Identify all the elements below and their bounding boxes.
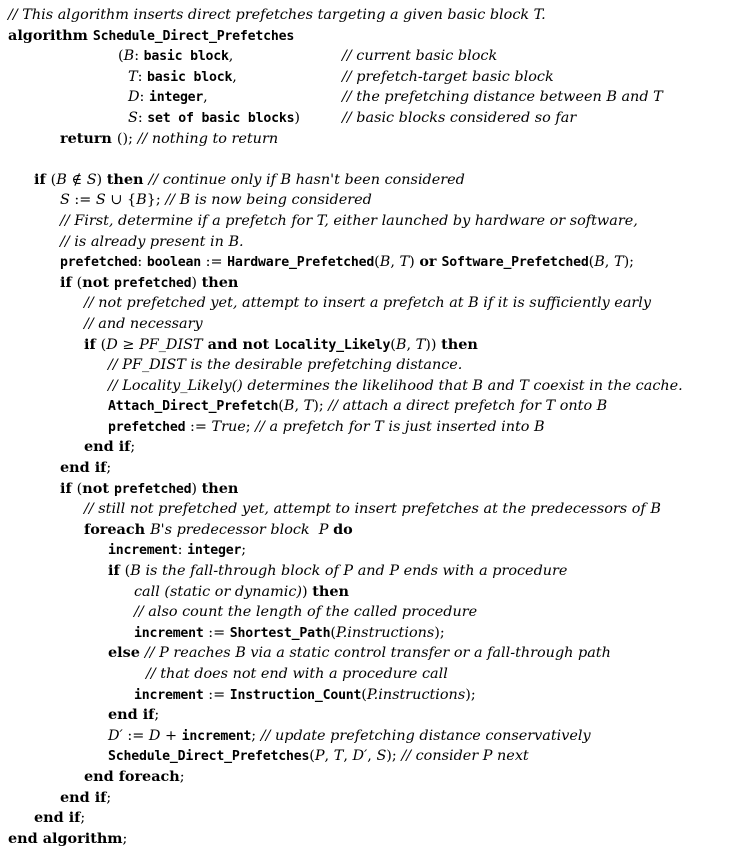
code-line — [0, 252, 747, 273]
code-text: : — [177, 542, 188, 559]
variable: D′ — [108, 727, 123, 744]
code-line — [0, 67, 747, 88]
variable: B — [395, 336, 407, 353]
variable: B — [123, 48, 135, 65]
code-text: ( — [309, 748, 315, 765]
param-comment: // basic blocks considered so far — [342, 109, 577, 126]
identifier: set of basic blocks — [147, 110, 295, 126]
variable: P.instructions — [366, 686, 466, 703]
code-text: , — [228, 48, 234, 65]
code-text: ; — [179, 768, 185, 785]
identifier: Locality_Likely — [274, 337, 391, 353]
code-line — [0, 664, 747, 685]
keyword: if — [108, 562, 125, 580]
code-line — [0, 273, 747, 294]
comment-text: // P reaches B via a static control transfer or a fall-through path — [144, 645, 611, 662]
comment-text: // attach a direct prefetch for T onto B — [328, 398, 608, 415]
code-text: ( — [390, 336, 396, 353]
variable: B — [283, 398, 295, 415]
code-text: , — [343, 748, 353, 765]
code-text: ) — [96, 171, 107, 188]
code-text: , — [324, 748, 334, 765]
code-text: ); — [465, 686, 476, 703]
comment-text: // PF_DIST is the desirable prefetching distance. — [108, 357, 463, 374]
code-text: ; — [106, 460, 112, 477]
code-text: , — [390, 254, 400, 271]
code-text: , — [406, 336, 416, 353]
variable: T — [415, 336, 426, 353]
code-text: ( — [76, 480, 83, 497]
keyword: end if — [60, 459, 107, 477]
variable: T — [303, 398, 314, 415]
code-line — [0, 499, 747, 520]
code-text: ∉ — [66, 171, 87, 188]
keyword: and not — [202, 335, 275, 353]
comment-text: // This algorithm inserts direct prefetches targeting a given basic block T. — [8, 7, 546, 23]
comment-text: // B is now being considered — [165, 192, 372, 209]
keyword: if — [60, 273, 77, 291]
variable: D′ — [352, 748, 368, 765]
code-text: ) — [294, 109, 300, 126]
comment-text: // also count the length of the called procedure — [134, 604, 478, 621]
code-line — [0, 232, 747, 253]
identifier: boolean — [146, 255, 202, 271]
variable: D — [128, 89, 140, 106]
code-text: := — [201, 254, 228, 271]
variable: D — [106, 336, 118, 353]
variable: S — [95, 192, 106, 209]
code-line — [0, 623, 747, 644]
keyword: else — [108, 644, 145, 662]
code-text: ); — [623, 254, 635, 271]
comment-text: // and necessary — [84, 315, 203, 332]
code-text: , — [367, 748, 377, 765]
code-line — [0, 149, 747, 170]
code-line — [0, 705, 747, 726]
code-line — [0, 129, 747, 150]
variable: T — [333, 748, 344, 765]
code-line — [0, 355, 747, 376]
code-text: ; — [106, 789, 112, 806]
comment-text: call (static or dynamic) — [134, 583, 303, 600]
comment-text: // that does not end with a procedure call — [146, 666, 448, 682]
code-line — [0, 108, 747, 129]
code-text: ); — [386, 748, 402, 765]
code-line — [0, 335, 747, 356]
variable: P — [314, 748, 325, 765]
code-text: := — [203, 686, 230, 703]
identifier: Instruction_Count — [229, 687, 362, 703]
algorithm-listing — [0, 5, 747, 849]
comment-text: // not prefetched yet, attempt to insert a prefetch at B if it is sufficiently early — [84, 295, 652, 312]
code-line — [0, 396, 747, 417]
code-line — [0, 767, 747, 788]
code-line — [0, 808, 747, 829]
variable: T — [128, 68, 138, 85]
code-line — [0, 561, 747, 582]
keyword: end if — [108, 706, 155, 724]
keyword: then — [312, 582, 349, 600]
code-line — [0, 458, 747, 479]
code-text: : — [139, 89, 149, 106]
keyword: do — [333, 520, 353, 538]
keyword: end if — [34, 809, 81, 827]
identifier: increment — [108, 543, 178, 559]
identifier: increment — [134, 687, 204, 703]
code-text: ( — [76, 274, 83, 291]
keyword: end if — [84, 438, 131, 456]
variable: P.instructions — [335, 624, 435, 641]
param-comment: // prefetch-target basic block — [342, 68, 554, 85]
code-text: ; — [130, 439, 136, 456]
identifier: Schedule_Direct_Prefetches — [92, 28, 295, 44]
code-text: ( — [361, 686, 367, 703]
variable: True — [211, 418, 246, 435]
keyword: or — [419, 253, 442, 271]
code-text: := — [122, 727, 149, 744]
code-line — [0, 417, 747, 438]
code-text: ; — [251, 727, 261, 744]
keyword: end if — [60, 788, 107, 806]
variable: PF_DIST — [139, 336, 203, 353]
variable: S — [60, 192, 70, 209]
comment-text: // nothing to return — [137, 130, 279, 147]
code-text: ; — [154, 707, 160, 724]
identifier: basic block — [147, 69, 233, 85]
code-text: (); — [116, 130, 138, 147]
code-line — [0, 87, 747, 108]
identifier: Hardware_Prefetched — [227, 255, 375, 271]
keyword: then — [201, 479, 239, 497]
variable: S — [128, 109, 138, 126]
code-line — [0, 170, 747, 191]
variable: B — [56, 171, 67, 188]
code-text: ( — [374, 254, 380, 271]
code-text: : — [137, 254, 147, 271]
keyword: if — [60, 479, 77, 497]
code-text: ( — [124, 563, 131, 580]
code-line — [0, 211, 747, 232]
keyword: algorithm — [8, 26, 93, 44]
identifier: increment — [134, 625, 204, 641]
code-line — [0, 726, 747, 747]
variable: S — [86, 171, 97, 188]
code-line — [0, 788, 747, 809]
keyword: end algorithm — [8, 829, 123, 847]
keyword: end foreach — [84, 767, 180, 785]
code-text: ) — [302, 583, 313, 600]
code-text: ; — [245, 418, 256, 435]
comment-text: // Locality_Likely() determines the likelihood that B and T coexist in the cache. — [108, 377, 683, 394]
identifier: Attach_Direct_Prefetch — [108, 399, 279, 415]
code-text: ; — [241, 542, 247, 559]
param-comment: // current basic block — [342, 48, 498, 65]
code-text: ( — [50, 171, 57, 188]
code-line — [0, 46, 747, 67]
code-text: : — [137, 68, 148, 85]
identifier: increment — [181, 728, 252, 744]
keyword: foreach — [84, 520, 151, 538]
comment-text: // continue only if B hasn't been considered — [148, 171, 465, 188]
code-text: ) — [191, 274, 202, 291]
variable: S — [376, 748, 387, 765]
code-text: ( — [330, 624, 336, 641]
code-text: := — [185, 418, 212, 435]
code-text: ( — [100, 336, 107, 353]
code-line — [0, 540, 747, 561]
identifier: Schedule_Direct_Prefetches — [108, 749, 310, 765]
comment-text: // is already present in B. — [60, 233, 244, 250]
code-text: )) — [425, 336, 442, 353]
code-line — [0, 685, 747, 706]
comment-text: // First, determine if a prefetch for T, either launched by hardware or software, — [60, 212, 638, 229]
code-text: ∪ { — [105, 192, 137, 209]
code-line — [0, 746, 747, 767]
identifier: integer — [148, 90, 204, 106]
code-line — [0, 190, 747, 211]
keyword: then — [441, 335, 478, 353]
identifier: integer — [187, 543, 242, 559]
code-text: ( — [588, 254, 595, 271]
code-line — [0, 602, 747, 623]
code-line — [0, 314, 747, 335]
code-line — [0, 376, 747, 397]
code-line — [0, 293, 747, 314]
code-text: := — [203, 624, 230, 641]
code-text: ≥ — [117, 336, 140, 353]
identifier: prefetched — [114, 481, 192, 497]
code-line — [0, 26, 747, 47]
code-text: := — [69, 192, 96, 209]
keyword: then — [201, 273, 239, 291]
code-line — [0, 829, 747, 850]
variable: B — [136, 192, 147, 209]
comment-text: B is the fall-through block of P and P ends with a procedure — [130, 563, 568, 580]
code-text: ) — [409, 254, 420, 271]
identifier: prefetched — [60, 255, 138, 271]
comment-text: B's predecessor block P — [150, 521, 334, 538]
code-text: : — [137, 109, 148, 126]
code-text: ( — [278, 398, 284, 415]
param-comment: // the prefetching distance between B and T — [342, 89, 663, 106]
identifier: prefetched — [114, 275, 192, 291]
identifier: basic block — [143, 49, 229, 65]
code-line — [0, 437, 747, 458]
identifier: prefetched — [108, 419, 186, 435]
code-line — [0, 479, 747, 500]
code-line — [0, 643, 747, 664]
code-text: ); — [434, 624, 445, 641]
identifier: Software_Prefetched — [441, 255, 589, 271]
code-text: ; — [122, 830, 128, 847]
comment-text: // consider P next — [401, 748, 529, 765]
variable: B — [379, 254, 391, 271]
comment-text: // update prefetching distance conservatively — [260, 727, 591, 744]
code-text: : — [134, 48, 144, 65]
code-text: , — [604, 254, 614, 271]
code-text: ( — [118, 48, 124, 65]
code-text: , — [294, 398, 304, 415]
code-text: }; — [146, 192, 166, 209]
code-text: ) — [191, 480, 202, 497]
code-line — [0, 582, 747, 603]
keyword: if — [34, 170, 51, 188]
code-line — [0, 520, 747, 541]
keyword: return — [60, 129, 117, 147]
keyword: not — [82, 479, 115, 497]
code-text: + — [160, 727, 182, 744]
code-text: , — [232, 68, 237, 85]
code-text: ; — [80, 810, 86, 827]
code-text: ); — [313, 398, 329, 415]
identifier: Shortest_Path — [229, 625, 331, 641]
variable: T — [399, 254, 410, 271]
keyword: then — [106, 170, 149, 188]
variable: T — [613, 254, 624, 271]
comment-text: // a prefetch for T is just inserted into B — [255, 418, 545, 435]
keyword: if — [84, 335, 101, 353]
variable: B — [594, 254, 605, 271]
keyword: not — [82, 273, 115, 291]
code-text: , — [203, 89, 208, 106]
code-line — [0, 5, 747, 26]
variable: D — [148, 727, 161, 744]
comment-text: // still not prefetched yet, attempt to insert prefetches at the predecessors of B — [84, 501, 661, 518]
